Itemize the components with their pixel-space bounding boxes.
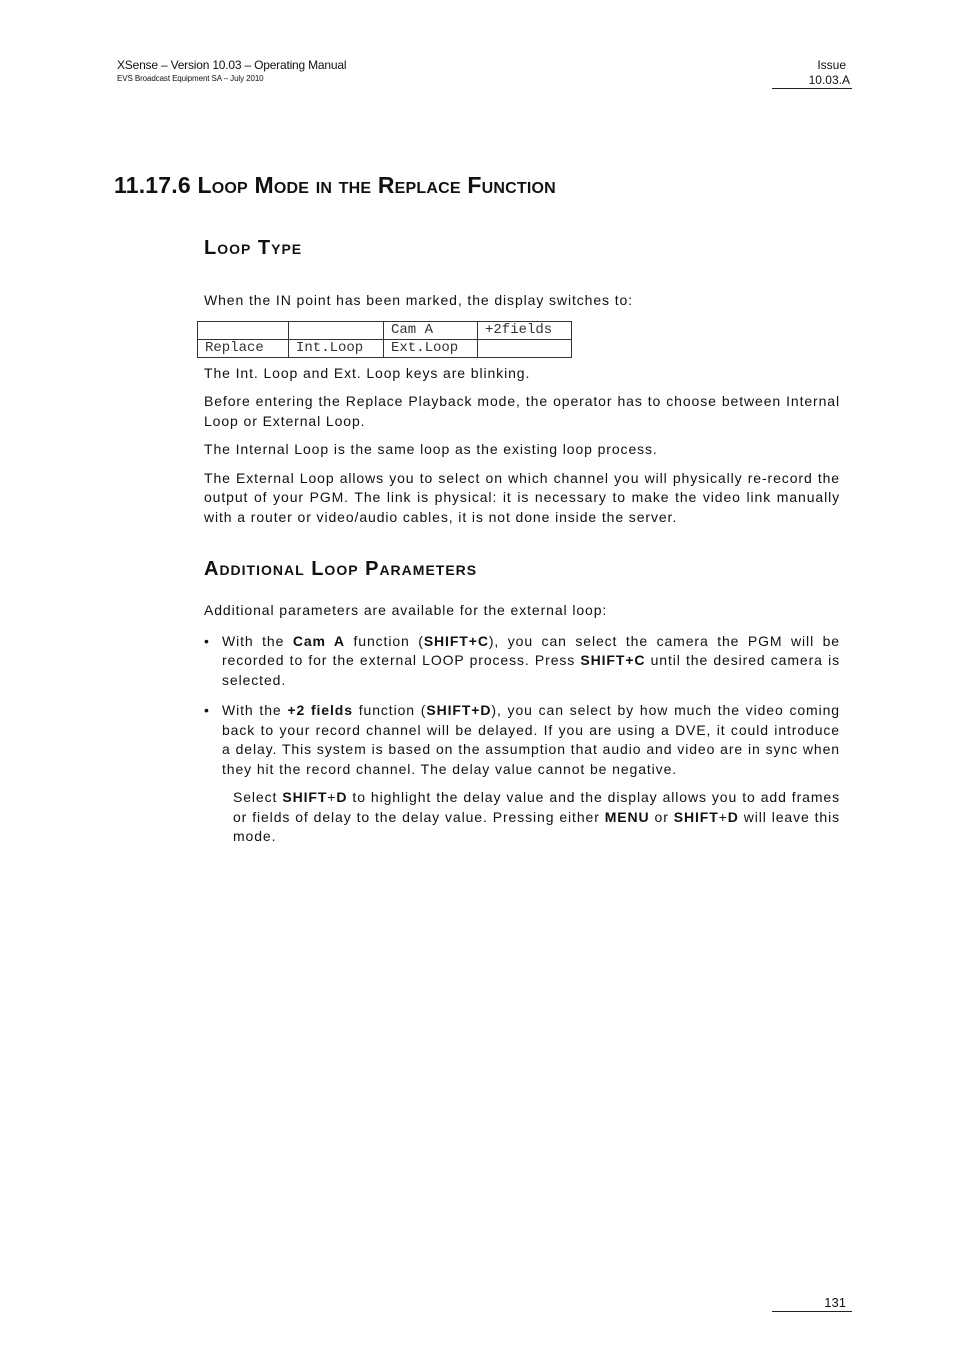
display-cell — [478, 339, 572, 357]
text-run: ), you can select by how much the video coming back to your record channel will be delayed. If you are using a DVE, it could introduce a delay. This system is based on the assumption that audio and video are in sync when they hit the record channel. The delay value cannot be negative. — [222, 702, 840, 777]
loop-type-intro: When the IN point has been marked, the display switches to: — [204, 292, 633, 308]
text-run: or — [649, 808, 674, 825]
display-cell: Cam A — [384, 321, 478, 339]
key-d: D — [336, 789, 348, 805]
list-item — [204, 701, 840, 779]
key-shift-c: SHIFT+C — [580, 652, 646, 668]
keyword-2-fields: +2 fields — [287, 702, 353, 718]
text-run: With the — [222, 632, 293, 649]
display-cell: Replace — [198, 339, 289, 357]
text-run: until the desired camera is selected. — [222, 652, 840, 688]
paragraph-choose-loop: Before entering the Replace Playback mode, the operator has to choose between Internal Loop or External Loop. — [204, 393, 840, 429]
heading-loop-type: Loop Type — [204, 237, 303, 259]
text-run: will leave this mode. — [233, 808, 841, 844]
section-title-text: Loop Mode in the Replace Function — [197, 172, 556, 198]
issue-block — [772, 58, 852, 89]
list-item — [204, 632, 840, 691]
additional-intro: Additional parameters are available for the external loop: — [204, 602, 608, 618]
publisher-line: EVS Broadcast Equipment SA – July 2010 — [117, 74, 264, 83]
issue-label: Issue — [817, 58, 846, 72]
text-run: function ( — [344, 632, 424, 649]
display-cell: +2fields — [478, 321, 572, 339]
section-title — [114, 172, 556, 199]
key-menu: MENU — [604, 808, 650, 825]
key-shift-d: SHIFT+D — [426, 702, 492, 718]
section-number: 11.17.6 — [114, 172, 191, 198]
display-cell: Ext.Loop — [384, 339, 478, 357]
issue-version: 10.03.A — [772, 73, 852, 89]
display-cell — [198, 321, 289, 339]
page-number: 131 — [772, 1295, 852, 1312]
manual-title: XSense – Version 10.03 – Operating Manual — [117, 58, 347, 72]
display-row-1 — [198, 321, 572, 339]
page-header — [117, 58, 346, 83]
display-cell — [289, 321, 384, 339]
text-run: + — [327, 789, 337, 805]
text-run: Select — [233, 789, 283, 805]
key-d: D — [727, 808, 739, 825]
text-run: ), you can select the camera the PGM will be recorded to for the external LOOP process. Press — [222, 632, 840, 668]
text-run: to highlight the delay value and the display allows you to add frames or fields of delay to the delay value. Pressing either — [233, 789, 840, 825]
heading-additional-loop-parameters: Additional Loop Parameters — [204, 558, 478, 580]
display-row-2 — [198, 339, 572, 357]
paragraph-external-loop: The External Loop allows you to select on which channel you will physically re-record the output of your PGM. The link is physical: it is necessary to make the video link manually with a router or video/audio cables, it is not done inside the server. — [204, 469, 840, 525]
key-shift-c: SHIFT+C — [423, 632, 489, 649]
text-run: With the — [222, 702, 288, 718]
paragraph-internal-loop: The Internal Loop is the same loop as the existing loop process. — [204, 441, 658, 457]
display-cell: Int.Loop — [289, 339, 384, 357]
delay-instructions — [233, 788, 840, 847]
text-run: + — [718, 808, 728, 825]
page-content — [204, 237, 840, 847]
bullet-icon: • — [204, 702, 210, 718]
key-shift: SHIFT — [282, 789, 328, 805]
paragraph-blinking: The Int. Loop and Ext. Loop keys are blinking. — [204, 364, 531, 381]
lcd-display-table — [197, 321, 572, 358]
parameter-list — [204, 632, 840, 780]
keyword-cam-a: Cam A — [292, 632, 345, 649]
bullet-icon: • — [204, 632, 210, 649]
key-shift: SHIFT — [673, 808, 719, 825]
text-run: function ( — [352, 702, 427, 718]
